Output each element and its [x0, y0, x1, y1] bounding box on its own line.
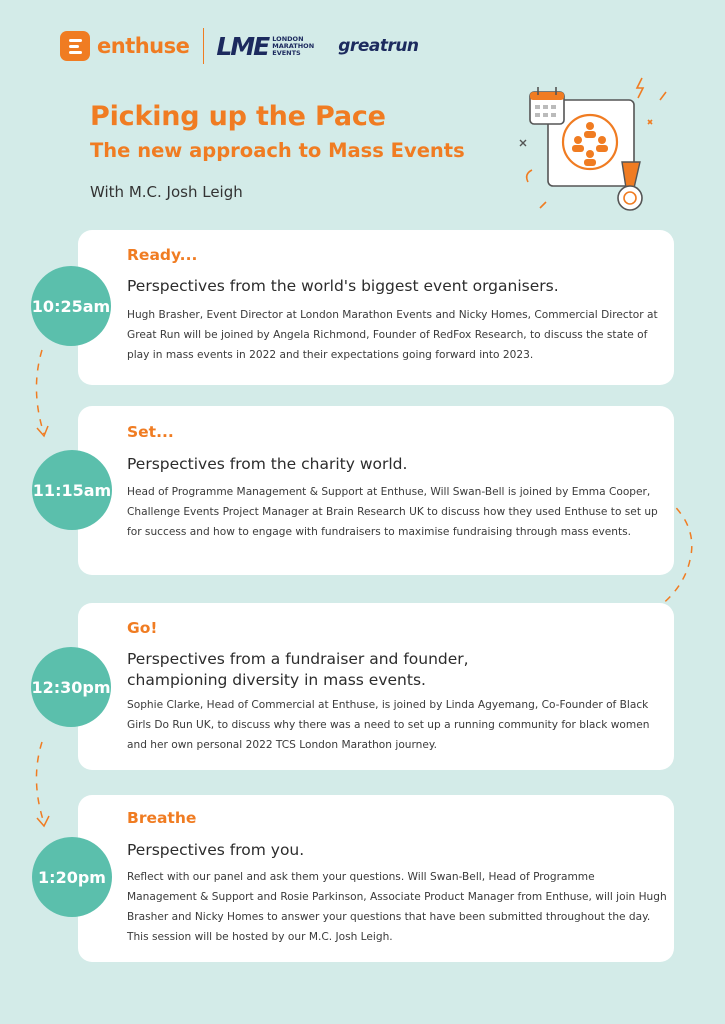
session-description: Reflect with our panel and ask them your questions. Will Swan-Bell, Head of Programme Management & Support and Rosie Parkinson, Associate Product Manager from Enthuse, will join Hugh Brasher and Nicky Homes to answer your questions that have been submitted throughout the day. This session will be hosted by our M.C. Josh Leigh.	[127, 871, 667, 943]
page-title: Picking up the Pace	[90, 101, 386, 132]
enthuse-logo-text: enthuse	[97, 34, 190, 58]
session-heading: Ready...	[127, 246, 198, 264]
session-perspective: Perspectives from you.	[127, 841, 305, 859]
session-time-badge: 12:30pm	[31, 647, 111, 727]
great-run-logo: greatrun	[338, 36, 419, 56]
mc-line: With M.C. Josh Leigh	[90, 183, 243, 201]
lme-logo-text: LONDON MARATHON EVENTS	[272, 34, 315, 57]
session-description: Head of Programme Management & Support at Enthuse, Will Swan-Bell is joined by Emma Cooper, Challenge Events Project Manager at Brain Research UK to discuss how they used Enthuse to set up for success and how to engage with fundraisers to maximise fundraising through mass events.	[127, 486, 658, 538]
session-card-ready	[78, 230, 674, 385]
session-card-breathe	[78, 795, 674, 962]
session-card-set	[78, 406, 674, 575]
session-perspective: Perspectives from the charity world.	[127, 455, 408, 473]
session-perspective: Perspectives from the world's biggest event organisers.	[127, 277, 559, 295]
session-heading: Go!	[127, 619, 158, 637]
session-heading: Set...	[127, 423, 174, 441]
session-description: Sophie Clarke, Head of Commercial at Enthuse, is joined by Linda Agyemang, Co-Founder of Black Girls Do Run UK, to discuss why there was a need to set up a running community for black women and her own personal 2022 TCS London Marathon journey.	[127, 699, 650, 751]
session-card-go	[78, 603, 674, 770]
session-perspective: Perspectives from a fundraiser and founder, championing diversity in mass events.	[127, 650, 469, 689]
lme-logo-mark: LME	[216, 31, 269, 61]
session-heading: Breathe	[127, 809, 197, 827]
session-time-badge: 1:20pm	[32, 837, 112, 917]
session-description: Hugh Brasher, Event Director at London Marathon Events and Nicky Homes, Commercial Director at Great Run will be joined by Angela Richmond, Founder of RedFox Research, to discuss the state of play in mass events in 2022 and their expectations going forward into 2023.	[127, 309, 658, 361]
session-time-badge: 10:25am	[31, 266, 111, 346]
page-subtitle: The new approach to Mass Events	[90, 139, 465, 162]
session-time-badge: 11:15am	[32, 450, 112, 530]
